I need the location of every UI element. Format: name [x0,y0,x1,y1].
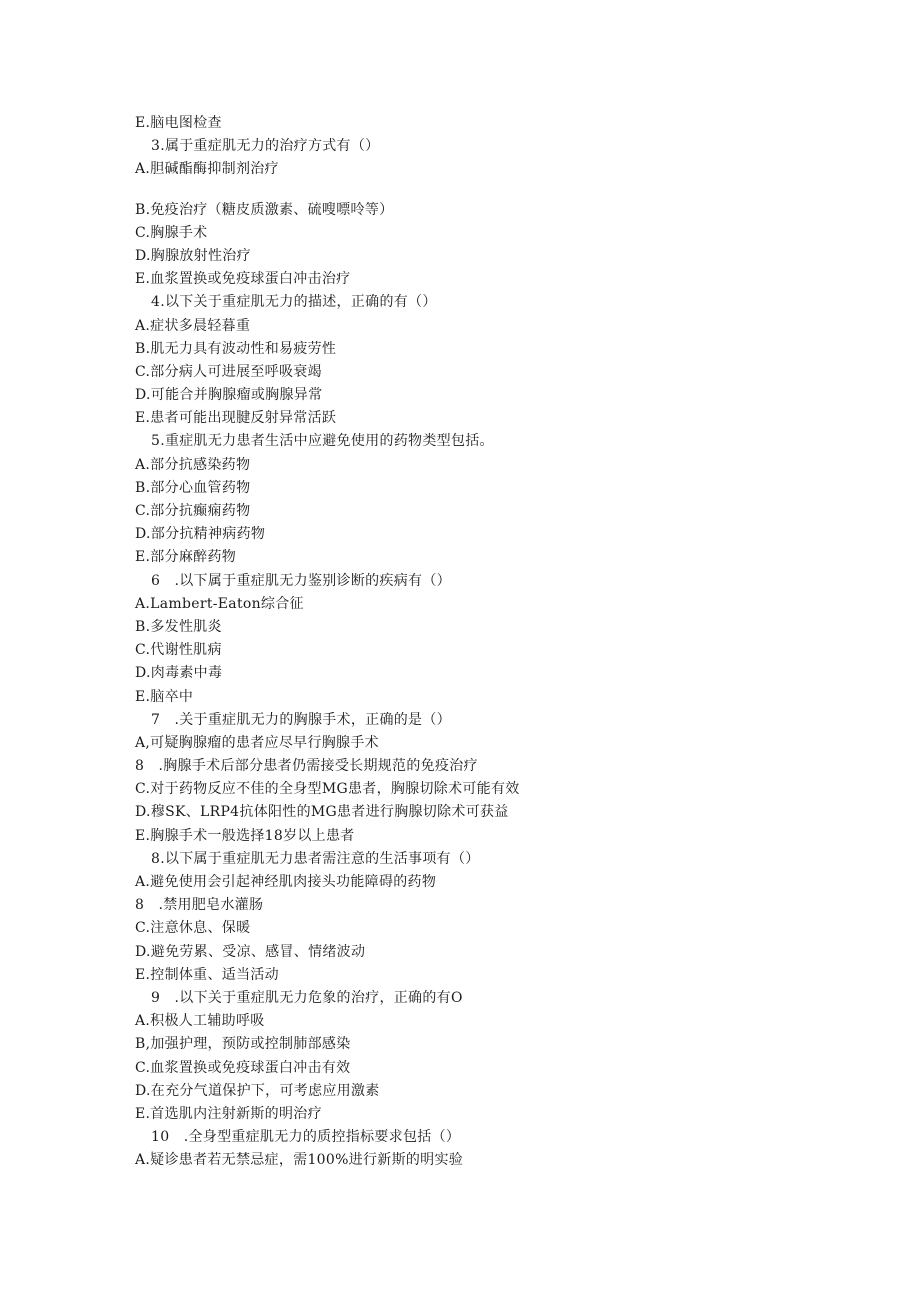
answer-option: C.对于药物反应不佳的全身型MG患者，胸腺切除术可能有效 [135,781,520,798]
answer-option: A.疑诊患者若无禁忌症，需100%进行新斯的明实验 [135,1152,464,1169]
question-stem: 4.以下关于重症肌无力的描述，正确的有（） [151,294,437,311]
answer-option: D.可能合并胸腺瘤或胸腺异常 [135,387,323,404]
answer-option: E.血浆置换或免疫球蛋白冲击治疗 [135,271,351,288]
answer-option: 8 .胸腺手术后部分患者仍需接受长期规范的免疫治疗 [135,758,478,775]
answer-option: C.部分病人可进展至呼吸衰竭 [135,363,322,380]
question-stem: 8.以下属于重症肌无力患者需注意的生活事项有（） [151,850,480,867]
answer-option: D.避免劳累、受凉、感冒、情绪波动 [135,943,366,960]
answer-option: E.脑卒中 [135,688,194,705]
question-stem: 7 .关于重症肌无力的胸腺手术，正确的是（） [151,711,451,728]
question-stem: 6 .以下属于重症肌无力鉴别诊断的疾病有（） [151,572,451,589]
answer-option: B.多发性肌炎 [135,618,222,635]
answer-option: A.Lambert-Eaton综合征 [135,595,304,612]
question-stem: 9 .以下关于重症肌无力危象的治疗，正确的有O [151,989,463,1006]
answer-option: E.胸腺手术一般选择18岁以上患者 [135,827,355,844]
answer-option: D.胸腺放射性治疗 [135,247,251,264]
answer-option: B,加强护理，预防或控制肺部感染 [135,1036,351,1053]
answer-option: B.肌无力具有波动性和易疲劳性 [135,340,337,357]
answer-option: A.部分抗感染药物 [135,456,251,473]
answer-option: D.肉毒素中毒 [135,665,223,682]
answer-option: A.症状多晨轻暮重 [135,317,251,334]
question-stem: 3.属于重症肌无力的治疗方式有（） [151,138,380,155]
answer-option: B.部分心血管药物 [135,479,251,496]
answer-option: C.胸腺手术 [135,224,208,241]
answer-option: 8 .禁用肥皂水灌肠 [135,897,264,914]
answer-option: B.免疫治疗（糖皮质激素、硫嗖嘌呤等） [135,201,394,218]
question-stem: 5.重症肌无力患者生活中应避免使用的药物类型包括。 [151,433,494,450]
answer-option: A.积极人工辅助呼吸 [135,1013,265,1030]
question-stem: 10 .全身型重症肌无力的质控指标要求包括（） [151,1129,461,1146]
answer-option: E.部分麻醉药物 [135,549,237,566]
answer-option: E.控制体重、适当活动 [135,966,279,983]
answer-option: A,可疑胸腺瘤的患者应尽早行胸腺手术 [135,734,379,751]
answer-option: C.代谢性肌病 [135,642,222,659]
answer-option: D.在充分气道保护下，可考虑应用激素 [135,1082,380,1099]
answer-option: E.患者可能出现腱反射异常活跃 [135,410,337,427]
answer-option: E.首选肌内注射新斯的明治疗 [135,1105,322,1122]
answer-option: A.胆碱酯酶抑制剂治疗 [135,161,279,178]
answer-option: D.穆SK、LRP4抗体阳性的MG患者进行胸腺切除术可获益 [135,804,509,821]
answer-option: C.部分抗癫痫药物 [135,503,251,519]
answer-option: C.血浆置换或免疫球蛋白冲击有效 [135,1059,351,1076]
answer-option: C.注意休息、保暖 [135,920,251,937]
answer-option: D.部分抗精神病药物 [135,526,266,543]
question-list [0,112,920,1172]
answer-option: E.脑电图检查 [135,115,222,131]
answer-option: A.避免使用会引起神经肌肉接头功能障碍的药物 [135,874,437,890]
